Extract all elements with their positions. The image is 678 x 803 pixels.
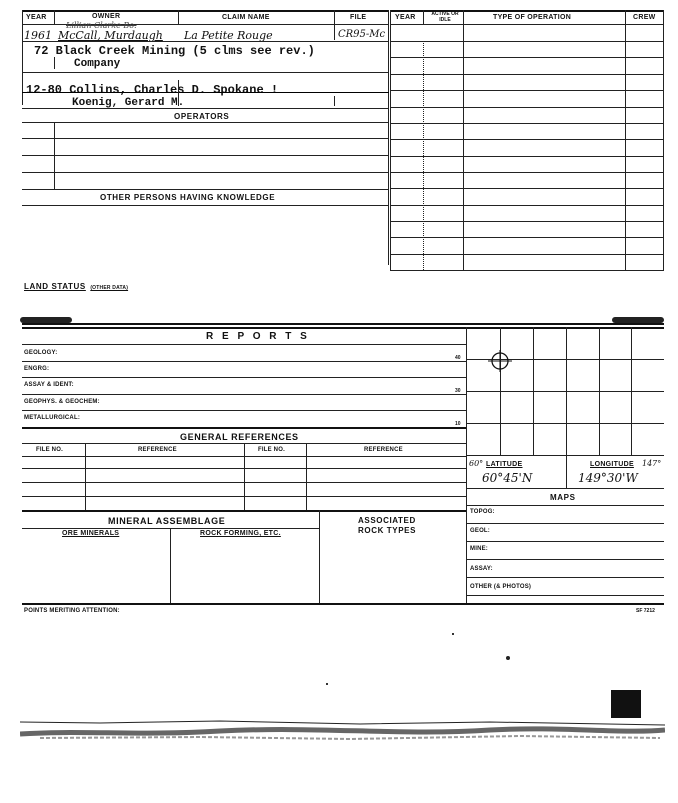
entry-line-company: 72 Black Creek Mining (5 clms see rev.) [34,44,315,58]
ref-header-reference-2: REFERENCE [364,447,403,453]
scan-speck [452,633,454,635]
report-num-30: 30 [455,388,461,394]
header-owner: OWNER [92,13,121,20]
ore-minerals-header: ORE MINERALS [62,530,120,537]
maps-mine: MINE: [470,546,488,552]
header-file: FILE [350,14,367,21]
rock-forming-header: ROCK FORMING, ETC. [200,530,281,537]
latitude-value: 60°45'N [482,471,533,485]
rock-types-label: ROCK TYPES [358,526,417,535]
header-active-idle: ACTIVE OR IDLE [431,11,459,23]
report-assay: ASSAY & IDENT: [24,382,74,388]
header-op-year: YEAR [395,14,416,21]
land-status [24,276,128,294]
header-year: YEAR [26,14,47,21]
land-status-label: LAND STATUS [24,282,86,291]
latitude-label: LATITUDE [486,461,523,468]
longitude-value: 149°30'W [578,471,638,485]
report-geology: GEOLOGY: [24,350,58,356]
struck-owner: Lillian Clarke Bo. [66,21,137,30]
maps-other: OTHER (& PHOTOS) [470,584,532,590]
report-engrg: ENGRG: [24,366,50,372]
maps-assay: ASSAY: [470,566,493,572]
operators-label: OPERATORS [174,112,230,121]
report-geophys: GEOPHYS. & GEOCHEM: [24,399,100,405]
entry-owner: McCall, Murdaugh [58,29,163,42]
form-number: SF 7212 [636,608,655,614]
general-references-title: GENERAL REFERENCES [180,432,299,442]
report-num-10: 10 [455,421,461,427]
mineral-assemblage-title: MINERAL ASSEMBLAGE [108,516,226,526]
report-metallurgical: METALLURGICAL: [24,415,81,421]
scan-speck [326,683,328,685]
long-suffix: 147° [642,459,662,468]
maps-title: MAPS [550,493,576,502]
scan-dot [506,656,510,660]
scan-noise-band [20,712,665,742]
land-status-sub: (OTHER DATA) [90,285,129,291]
associated-label: ASSOCIATED [358,516,416,525]
entry-file: CR95-Mc [338,29,386,40]
header-type-of-operation: TYPE OF OPERATION [493,14,572,21]
location-marker-icon [486,350,514,372]
header-claim-name: CLAIM NAME [222,14,270,21]
longitude-label: LONGITUDE [590,461,634,468]
points-meriting-attention: POINTS MERITING ATTENTION: [24,608,120,614]
lat-prefix: 60° [469,459,484,468]
other-persons-label: OTHER PERSONS HAVING KNOWLEDGE [100,193,276,202]
ref-header-file-2: FILE NO. [258,447,285,453]
reports-title: R E P O R T S [206,331,310,342]
entry-line-collins: 12-80 Collins, Charles D. Spokane ! [26,83,279,97]
maps-topog: TOPOG: [470,509,495,515]
header-crew: CREW [633,14,656,21]
entry-year: 1961 [24,29,52,42]
entry-line-company-2: Company [74,58,121,70]
entry-line-koenig: Koenig, Gerard M. [72,97,185,109]
ref-header-file-1: FILE NO. [36,447,63,453]
maps-geol: GEOL: [470,528,490,534]
entry-claim: La Petite Rouge [184,29,273,42]
report-num-40: 40 [455,355,461,361]
ref-header-reference-1: REFERENCE [138,447,177,453]
